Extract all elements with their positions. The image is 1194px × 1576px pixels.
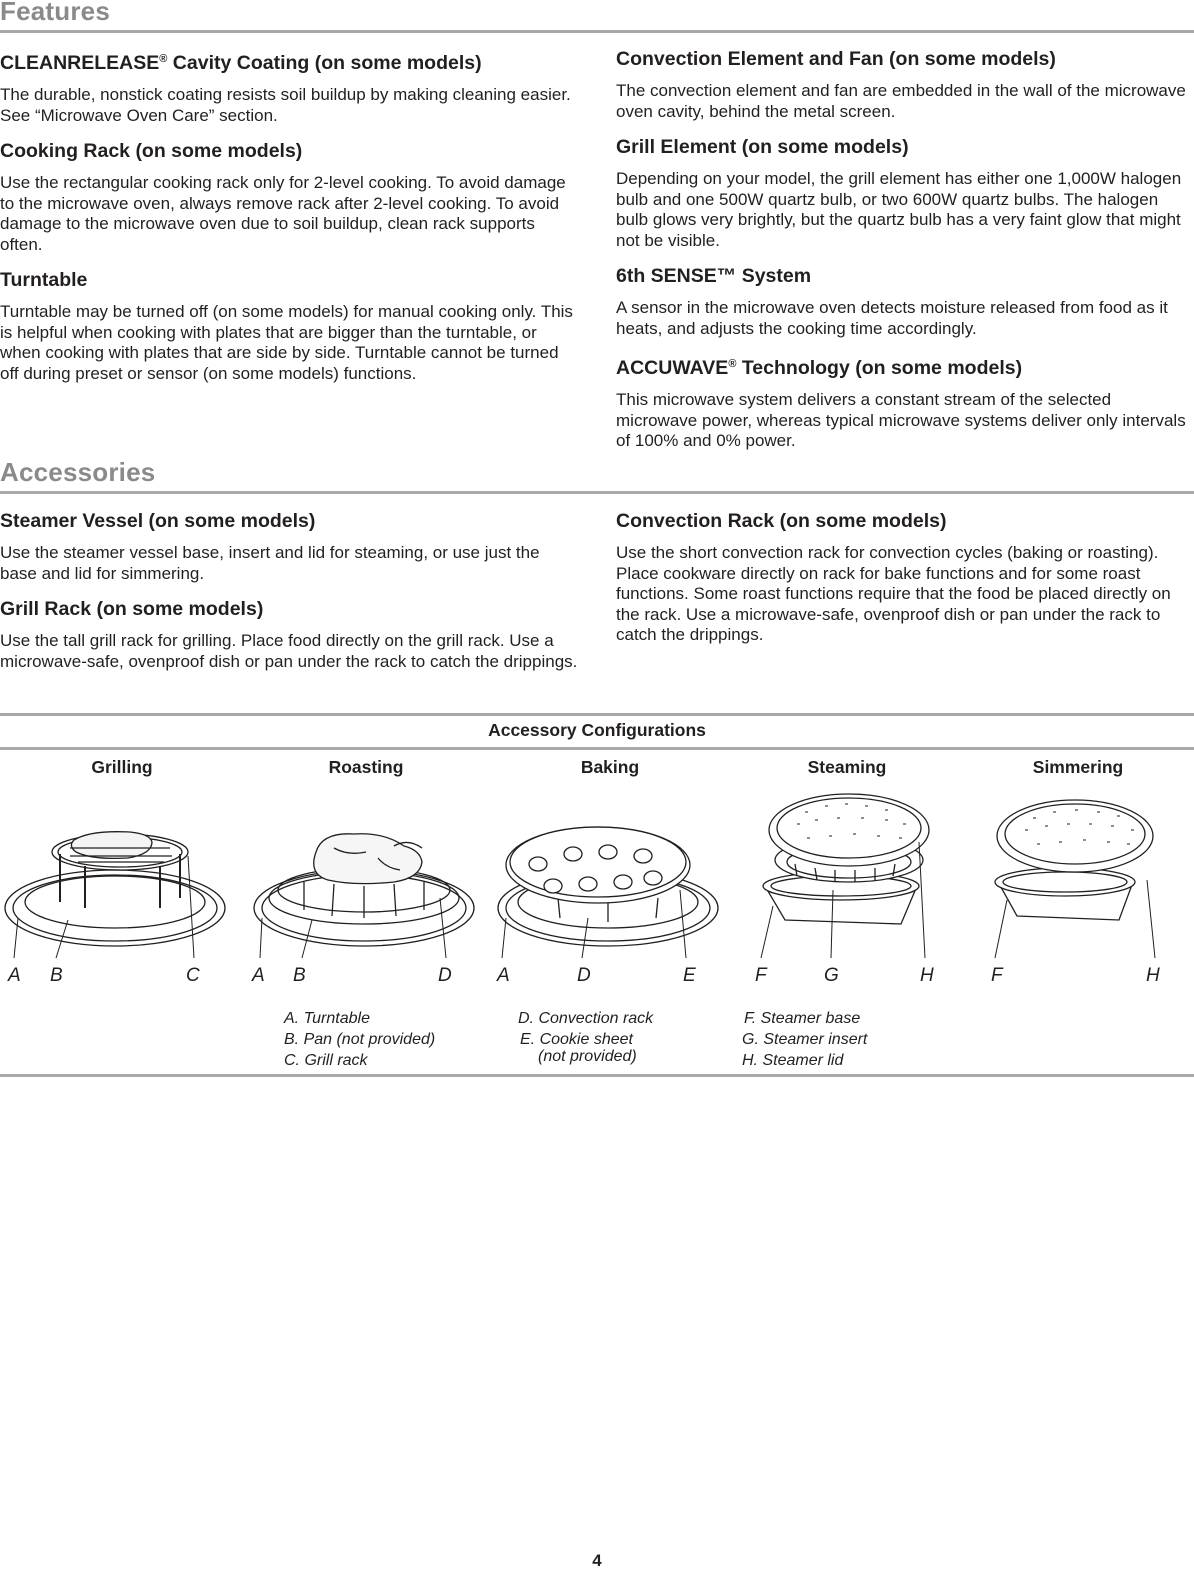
legend-group-1 bbox=[284, 1008, 435, 1071]
legend-group-2 bbox=[518, 1008, 653, 1064]
turntable-body: Turntable may be turned off (on some models) for manual cooking only. This is helpful when cooking with plates that are bigger than the turntable, or when cooking with plates that are side by side. Turntable cannot be turned off during preset or sensor (on some models) functions. bbox=[0, 302, 573, 383]
config-head-simmering: Simmering bbox=[1032, 757, 1124, 777]
baking-illustration bbox=[488, 790, 728, 970]
config-sub-rule bbox=[0, 747, 1194, 750]
features-title: Features bbox=[0, 0, 110, 26]
grill-rack-heading: Grill Rack (on some models) bbox=[0, 598, 264, 620]
callout-baking-d: D bbox=[577, 965, 591, 986]
grill-rack-body: Use the tall grill rack for grilling. Place food directly on the grill rack. Use a microwave-safe, ovenproof dish or pan under the rack to catch the drippings. bbox=[0, 631, 578, 671]
legend-item: G. Steamer insert bbox=[742, 1031, 868, 1048]
callout-steaming-g: G bbox=[824, 965, 839, 986]
convection-rack-body: Use the short convection rack for convection cycles (baking or roasting). Place cookware directly on rack for bake functions and for some roast functions. Some roast functions require that the food be placed directly on the rack. Use a microwave-safe, ovenproof dish or pan under the rack to catch the drippings. bbox=[616, 543, 1171, 644]
callout-grilling-a: A bbox=[8, 965, 21, 986]
config-head-roasting: Roasting bbox=[328, 757, 404, 777]
sixth-sense-heading: 6th SENSE™ System bbox=[616, 265, 812, 287]
features-right-column bbox=[616, 47, 1192, 465]
config-title: Accessory Configurations bbox=[488, 720, 706, 740]
callout-steaming-h: H bbox=[920, 965, 934, 986]
roasting-illustration bbox=[244, 790, 484, 970]
turntable-heading: Turntable bbox=[0, 269, 88, 291]
callout-simmering-f: F bbox=[991, 965, 1003, 986]
simmering-illustration bbox=[983, 790, 1183, 970]
config-head-baking: Baking bbox=[580, 757, 640, 777]
cooking-rack-heading: Cooking Rack (on some models) bbox=[0, 140, 303, 162]
grill-element-body: Depending on your model, the grill element has either one 1,000W halogen bulb and one 500W quartz bulb, or two 600W quartz bulbs. The halogen bulb glows very brightly, but the quartz bulb has a very faint glow that might not be visible. bbox=[616, 169, 1182, 250]
legend-group-3 bbox=[742, 1008, 867, 1071]
legend-item: E. Cookie sheet bbox=[520, 1031, 633, 1048]
steamer-vessel-heading: Steamer Vessel (on some models) bbox=[0, 510, 316, 532]
convection-element-body: The convection element and fan are embedded in the wall of the microwave oven cavity, behind the metal screen. bbox=[616, 81, 1186, 121]
cleanrelease-body: The durable, nonstick coating resists soil buildup by making cleaning easier. See “Microwave Oven Care” section. bbox=[0, 85, 571, 125]
legend-item: A. Turntable bbox=[284, 1010, 370, 1027]
callout-baking-a: A bbox=[497, 965, 510, 986]
cleanrelease-heading: CLEANRELEASE® Cavity Coating (on some models) bbox=[0, 52, 482, 74]
convection-rack-heading: Convection Rack (on some models) bbox=[616, 510, 947, 532]
legend-item: C. Grill rack bbox=[284, 1052, 368, 1069]
sixth-sense-body: A sensor in the microwave oven detects moisture released from food as it heats, and adjusts the cooking time accordingly. bbox=[616, 298, 1168, 338]
steaming-illustration bbox=[745, 790, 965, 970]
callout-baking-e: E bbox=[683, 965, 696, 986]
accessories-rule bbox=[0, 491, 1194, 494]
callout-grilling-c: C bbox=[186, 965, 200, 986]
callout-roasting-b: B bbox=[293, 965, 306, 986]
callout-roasting-a: A bbox=[252, 965, 265, 986]
accuwave-body: This microwave system delivers a constant stream of the selected microwave power, whereas typical microwave systems deliver only intervals of 100% and 0% power. bbox=[616, 390, 1186, 450]
config-head-grilling: Grilling bbox=[91, 757, 153, 777]
legend-item: H. Steamer lid bbox=[742, 1052, 844, 1069]
cooking-rack-body: Use the rectangular cooking rack only for 2-level cooking. To avoid damage to the microwave oven, always remove rack after 2-level cooking. To avoid damage to the microwave oven due to soil buildup, clean rack supports often. bbox=[0, 173, 566, 254]
accessories-title: Accessories bbox=[0, 457, 156, 487]
legend-item: F. Steamer base bbox=[744, 1010, 861, 1027]
config-head-steaming: Steaming bbox=[807, 757, 887, 777]
accessories-right-column bbox=[616, 509, 1192, 659]
callout-steaming-f: F bbox=[755, 965, 767, 986]
legend-item: D. Convection rack bbox=[518, 1010, 654, 1027]
accessories-left-column bbox=[0, 509, 580, 685]
features-left-column bbox=[0, 47, 580, 397]
features-rule bbox=[0, 30, 1194, 33]
callout-grilling-b: B bbox=[50, 965, 63, 986]
config-bottom-rule bbox=[0, 1074, 1194, 1077]
config-top-rule bbox=[0, 713, 1194, 716]
accuwave-heading: ACCUWAVE® Technology (on some models) bbox=[616, 357, 1023, 379]
grilling-illustration bbox=[0, 790, 240, 970]
legend-item: B. Pan (not provided) bbox=[284, 1031, 436, 1048]
callout-simmering-h: H bbox=[1146, 965, 1160, 986]
steamer-vessel-body: Use the steamer vessel base, insert and lid for steaming, or use just the base and lid for simmering. bbox=[0, 543, 540, 583]
grill-element-heading: Grill Element (on some models) bbox=[616, 136, 909, 158]
page-number: 4 bbox=[592, 1551, 602, 1570]
convection-element-heading: Convection Element and Fan (on some models) bbox=[616, 48, 1056, 70]
legend-item: (not provided) bbox=[538, 1048, 637, 1065]
callout-roasting-d: D bbox=[438, 965, 452, 986]
